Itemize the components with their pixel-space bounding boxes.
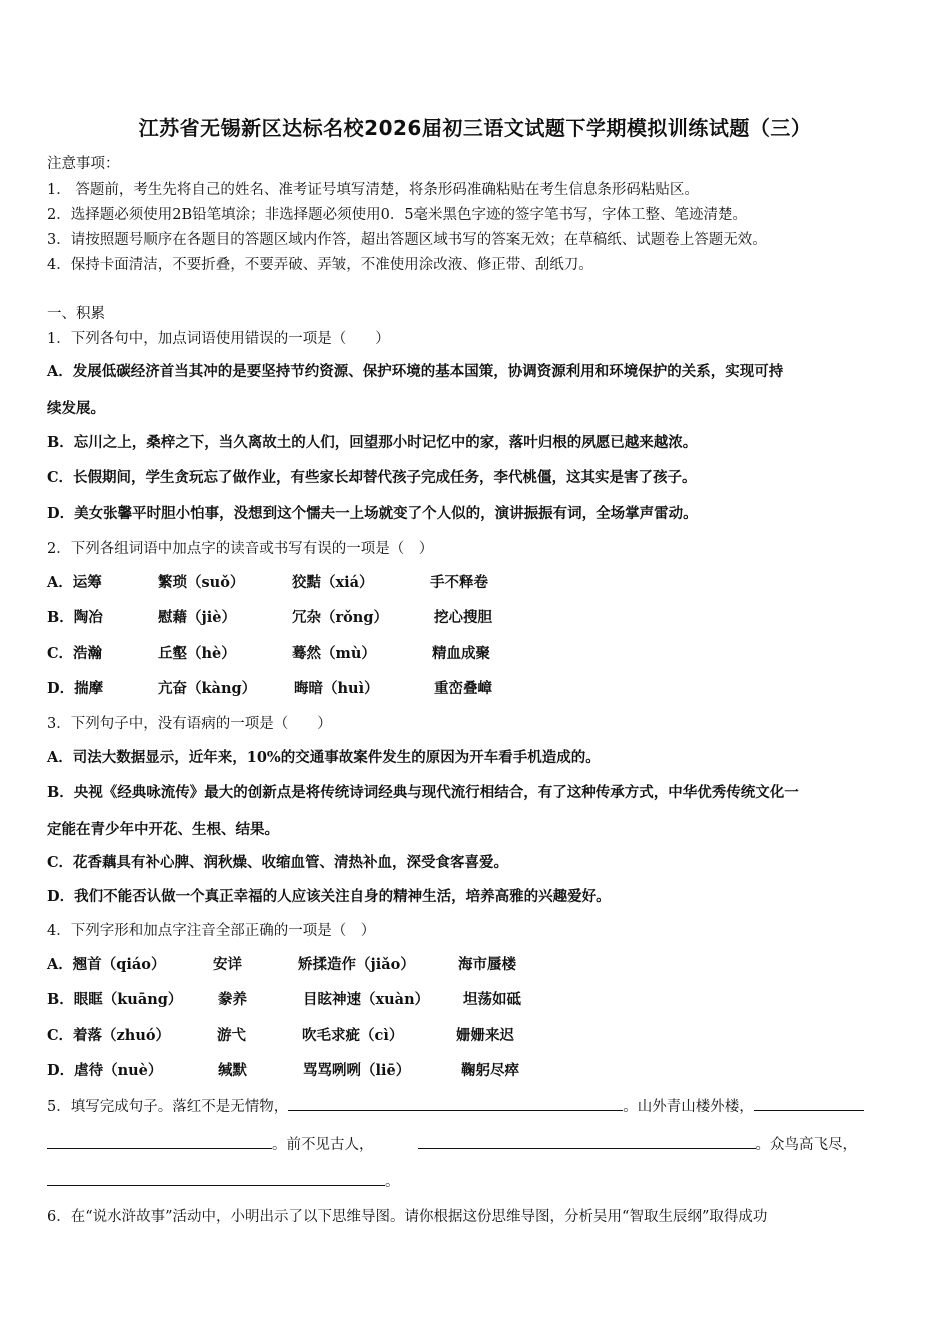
q2-d-3: 晦暗（huì）: [294, 680, 379, 697]
q5-line-3: [47, 1170, 907, 1191]
q4-d-2: 缄默: [218, 1062, 247, 1079]
q2-d-2: 亢奋（kàng）: [158, 680, 257, 697]
q2-a-1: A．运筹: [47, 574, 102, 591]
q5-prompt-1: 5．填写完成句子。落红不是无情物，: [47, 1099, 289, 1115]
q5-prompt-5: 。: [385, 1174, 400, 1190]
q6-stem: 6．在“说水浒故事”活动中，小明出示了以下思维导图。请你根据这份思维导图，分析吴用“智取生辰纲”取得成功: [47, 1209, 768, 1225]
q2-b-4: 挖心搜胆: [434, 609, 492, 626]
notice-item-2: 2．选择题必须使用2B铅笔填涂；非选择题必须使用0．5毫米黑色字迹的签字笔书写，字体工整、笔迹清楚。: [47, 207, 748, 223]
q1-option-d: D．美女张馨平时胆小怕事，没想到这个懦夫一上场就变了个人似的，演讲振振有词，全场掌声雷动。: [47, 505, 698, 522]
q2-a-3: 狡黠（xiá）: [292, 574, 374, 591]
q2-d-1: D．揣摩: [47, 680, 104, 697]
q3-option-c: C．花香藕具有补心脾、润秋燥、收缩血管、清热补血，深受食客喜爱。: [47, 854, 509, 871]
q5-line-1: [47, 1095, 907, 1116]
q4-d-3: 骂骂咧咧（liē）: [303, 1062, 411, 1079]
q4-a-3: 矫揉造作（jiǎo）: [298, 956, 415, 973]
q4-c-4: 姗姗来迟: [456, 1027, 514, 1044]
q3-stem: 3．下列句子中，没有语病的一项是（ ）: [47, 716, 332, 732]
q3-option-b-cont: 定能在青少年中开花、生根、结果。: [47, 821, 279, 838]
q1-option-a-cont: 续发展。: [47, 400, 105, 417]
q4-stem: 4．下列字形和加点字注音全部正确的一项是（ ）: [47, 923, 376, 939]
q3-option-a: A．司法大数据显示，近年来，10%的交通事故案件发生的原因为开车看手机造成的。: [47, 749, 600, 766]
q5-blank-4[interactable]: [47, 1171, 385, 1186]
q5-blank-2-cont[interactable]: [47, 1134, 272, 1149]
q3-option-d: D．我们不能否认做一个真正幸福的人应该关注自身的精神生活，培养高雅的兴趣爱好。: [47, 888, 611, 905]
q4-c-2: 游弋: [217, 1027, 246, 1044]
notice-item-3: 3．请按照题号顺序在各题目的答题区域内作答，超出答题区域书写的答案无效；在草稿纸、试题卷上答题无效。: [47, 232, 767, 248]
q5-blank-3[interactable]: [418, 1134, 756, 1149]
q5-prompt-3: 。前不见古人，: [272, 1137, 374, 1153]
q2-c-4: 精血成聚: [432, 645, 490, 662]
q4-d-1: D．虐待（nuè）: [47, 1062, 163, 1079]
q1-stem: 1．下列各句中，加点词语使用错误的一项是（ ）: [47, 331, 390, 347]
q2-b-3: 冗杂（rǒng）: [292, 609, 388, 626]
q4-d-4: 鞠躬尽瘁: [461, 1062, 519, 1079]
q2-b-1: B．陶冶: [47, 609, 103, 626]
section-heading: 一、积累: [47, 306, 105, 322]
notice-heading: 注意事项：: [47, 156, 120, 172]
q2-a-2: 繁琐（suǒ）: [158, 574, 245, 591]
q1-option-a: A．发展低碳经济首当其冲的是要坚持节约资源、保护环境的基本国策，协调资源利用和环境保护的关系，实现可持: [47, 363, 784, 380]
q4-b-3: 目眩神速（xuàn）: [303, 991, 430, 1008]
q5-prompt-2: 。山外青山楼外楼，: [623, 1099, 754, 1115]
q4-c-1: C．着落（zhuó）: [47, 1027, 171, 1044]
q4-b-4: 坦荡如砥: [463, 991, 521, 1008]
q4-a-1: A．翘首（qiáo）: [47, 956, 166, 973]
q4-c-3: 吹毛求疵（cì）: [302, 1027, 404, 1044]
q2-c-3: 蓦然（mù）: [292, 645, 376, 662]
q3-option-b: B．央视《经典咏流传》最大的创新点是将传统诗词经典与现代流行相结合，有了这种传承方式，中华优秀传统文化一: [47, 784, 799, 801]
q1-option-c: C．长假期间，学生贪玩忘了做作业，有些家长却替代孩子完成任务，李代桃僵，这其实是害了孩子。: [47, 469, 697, 486]
q5-prompt-4: 。众鸟高飞尽，: [755, 1137, 857, 1153]
q5-blank-1[interactable]: [288, 1096, 623, 1111]
q4-a-4: 海市蜃楼: [458, 956, 516, 973]
notice-item-4: 4．保持卡面清洁，不要折叠，不要弄破、弄皱，不准使用涂改液、修正带、刮纸刀。: [47, 257, 593, 273]
q2-c-1: C．浩瀚: [47, 645, 103, 662]
q4-b-1: B．眼眶（kuāng）: [47, 991, 183, 1008]
q4-a-2: 安详: [213, 956, 242, 973]
notice-item-1: 1． 答题前，考生先将自己的姓名、准考证号填写清楚，将条形码准确粘贴在考生信息条形码粘贴区。: [47, 182, 699, 198]
q2-a-4: 手不释卷: [430, 574, 488, 591]
q4-b-2: 豢养: [218, 991, 247, 1008]
q2-d-4: 重峦叠嶂: [434, 680, 492, 697]
q2-c-2: 丘壑（hè）: [158, 645, 236, 662]
q5-line-2: [47, 1133, 907, 1154]
q2-b-2: 慰藉（jiè）: [158, 609, 236, 626]
q2-stem: 2．下列各组词语中加点字的读音或书写有误的一项是（ ）: [47, 541, 434, 557]
q5-blank-2[interactable]: [754, 1096, 864, 1111]
exam-title: 江苏省无锡新区达标名校2026届初三语文试题下学期模拟训练试题（三）: [138, 116, 812, 140]
q1-option-b: B．忘川之上，桑梓之下，当久离故土的人们，回望那小时记忆中的家，落叶归根的夙愿已越来越浓。: [47, 434, 698, 451]
